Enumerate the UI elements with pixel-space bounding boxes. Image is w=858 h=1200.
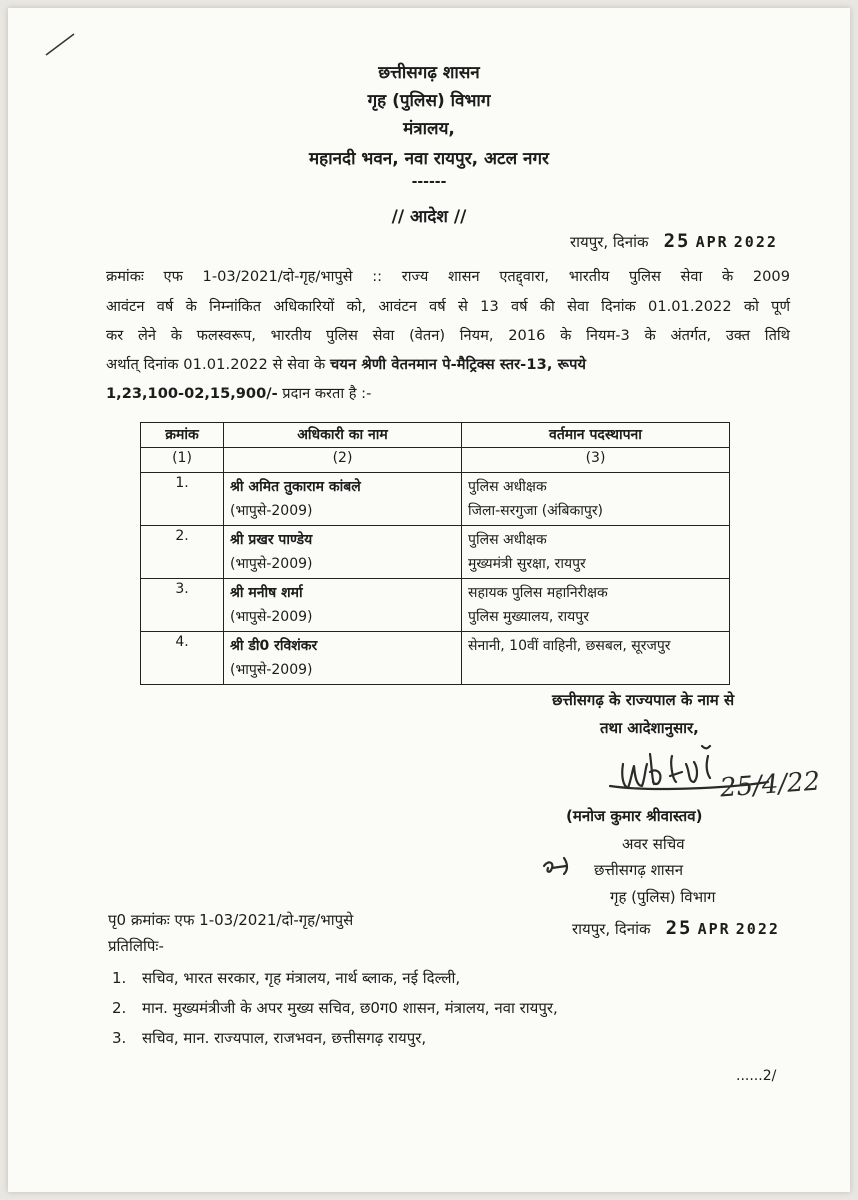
order-line-4 xyxy=(106,354,790,374)
copy-number: 2. xyxy=(112,999,127,1017)
header-department: गृह (पुलिस) विभाग xyxy=(367,91,491,111)
serial-cell: 3. xyxy=(141,579,224,632)
table-header-row xyxy=(141,423,730,448)
header-government: छत्तीसगढ़ शासन xyxy=(378,63,480,83)
posting-line-2: जिला-सरगुजा (अंबिकापुर) xyxy=(468,503,604,519)
order-line-5 xyxy=(106,383,790,403)
page-continuation: ......2/ xyxy=(736,1068,777,1084)
order-title: // आदेश // xyxy=(391,207,467,227)
pay-scale-text: चयन श्रेणी वेतनमान पे-मैट्रिक्स स्तर-13, रूपये xyxy=(330,356,587,373)
officer-batch: (भापुसे-2009) xyxy=(230,609,313,625)
officer-name: श्री अमित तुकाराम कांबले xyxy=(230,479,361,495)
signatory-name: (मनोज कुमार श्रीवास्तव) xyxy=(566,807,703,825)
posting-line-1: पुलिस अधीक्षक xyxy=(468,479,547,495)
officer-cell xyxy=(224,632,462,685)
posting-cell xyxy=(462,632,730,685)
authority-line-1: छत्तीसगढ़ के राज्यपाल के नाम से xyxy=(552,691,735,709)
date-label: रायपुर, दिनांक xyxy=(570,233,649,251)
initial-mark xyxy=(538,852,588,882)
posting-line-2: मुख्यमंत्री सुरक्षा, रायपुर xyxy=(468,556,586,572)
header-secretariat: मंत्रालय, xyxy=(403,119,455,139)
date-month: APR xyxy=(697,920,731,938)
list-item xyxy=(112,998,558,1018)
signatory-government: छत्तीसगढ़ शासन xyxy=(594,861,684,879)
header-officer-name: अधिकारी का नाम xyxy=(224,423,462,448)
pay-amount: 1,23,100-02,15,900/- xyxy=(106,385,278,402)
officer-cell xyxy=(224,473,462,526)
date-year: 2022 xyxy=(733,233,778,251)
officer-cell xyxy=(224,579,462,632)
dateline xyxy=(570,230,778,252)
header-divider: ------ xyxy=(411,174,447,190)
date-day: 25 xyxy=(663,230,691,252)
serial-cell: 1. xyxy=(141,473,224,526)
posting-line-1: पुलिस अधीक्षक xyxy=(468,532,547,548)
officers-table xyxy=(140,422,730,685)
officer-name: श्री डी0 रविशंकर xyxy=(230,638,318,654)
table-row xyxy=(141,473,730,526)
header-address: महानदी भवन, नवा रायपुर, अटल नगर xyxy=(309,149,549,169)
serial-cell: 4. xyxy=(141,632,224,685)
endorsement-dateline xyxy=(572,917,780,939)
officer-batch: (भापुसे-2009) xyxy=(230,556,313,572)
officer-batch: (भापुसे-2009) xyxy=(230,503,313,519)
copy-number: 3. xyxy=(112,1029,127,1047)
serial-cell: 2. xyxy=(141,526,224,579)
column-number: (3) xyxy=(462,448,730,473)
signature-date: 25/4/22 xyxy=(719,766,822,804)
posting-line-2: पुलिस मुख्यालय, रायपुर xyxy=(468,609,589,625)
order-line-1: क्रमांकः एफ 1-03/2021/दो-गृह/भापुसे :: राज्य शासन एतद्द्वारा, भारतीय पुलिस सेवा के 2009 xyxy=(106,268,790,285)
table-row xyxy=(141,526,730,579)
copy-number: 1. xyxy=(112,969,127,987)
table-row xyxy=(141,632,730,685)
header-current-posting: वर्तमान पदस्थापना xyxy=(462,423,730,448)
officer-name: श्री प्रखर पाण्डेय xyxy=(230,532,313,548)
column-number: (1) xyxy=(141,448,224,473)
list-item xyxy=(112,968,460,988)
table-column-number-row xyxy=(141,448,730,473)
posting-cell xyxy=(462,526,730,579)
date-year: 2022 xyxy=(735,920,780,938)
authority-line-2: तथा आदेशानुसार, xyxy=(600,719,699,737)
order-line-5-text: प्रदान करता है :- xyxy=(277,385,372,402)
copy-text: सचिव, मान. राज्यपाल, राजभवन, छत्तीसगढ़ रायपुर, xyxy=(142,1029,427,1047)
header-serial: क्रमांक xyxy=(141,423,224,448)
posting-line-1: सेनानी, 10वीं वाहिनी, छसबल, सूरजपुर xyxy=(468,638,671,654)
posting-line-1: सहायक पुलिस महानिरीक्षक xyxy=(468,585,608,601)
posting-cell xyxy=(462,473,730,526)
signatory-designation: अवर सचिव xyxy=(622,835,685,853)
column-number: (2) xyxy=(224,448,462,473)
list-item xyxy=(112,1028,426,1048)
posting-cell xyxy=(462,579,730,632)
corner-tick-mark xyxy=(40,30,80,60)
table-row xyxy=(141,579,730,632)
signatory-department: गृह (पुलिस) विभाग xyxy=(610,888,716,906)
date-month: APR xyxy=(695,233,729,251)
endorsement-ref: पृ0 क्रमांकः एफ 1-03/2021/दो-गृह/भापुसे xyxy=(108,911,354,929)
copy-text: सचिव, भारत सरकार, गृह मंत्रालय, नार्थ ब्लाक, नई दिल्ली, xyxy=(142,969,461,987)
order-line-4-text: अर्थात् दिनांक 01.01.2022 से सेवा के xyxy=(106,356,331,373)
officer-cell xyxy=(224,526,462,579)
order-line-3: कर लेने के फलस्वरूप, भारतीय पुलिस सेवा (वेतन) नियम, 2016 के नियम-3 के अंतर्गत, उक्त तिथि xyxy=(106,327,790,344)
date-label: रायपुर, दिनांक xyxy=(572,920,651,938)
officer-name: श्री मनीष शर्मा xyxy=(230,585,303,601)
date-day: 25 xyxy=(665,917,693,939)
officer-batch: (भापुसे-2009) xyxy=(230,662,313,678)
order-line-2: आवंटन वर्ष के निम्नांकित अधिकारियों को, आवंटन वर्ष से 13 वर्ष की सेवा दिनांक 01.01.2022 को पूर्ण xyxy=(106,298,790,315)
copy-text: मान. मुख्यमंत्रीजी के अपर मुख्य सचिव, छ0ग0 शासन, मंत्रालय, नवा रायपुर, xyxy=(142,999,558,1017)
copy-label: प्रतिलिपिः- xyxy=(108,937,164,955)
